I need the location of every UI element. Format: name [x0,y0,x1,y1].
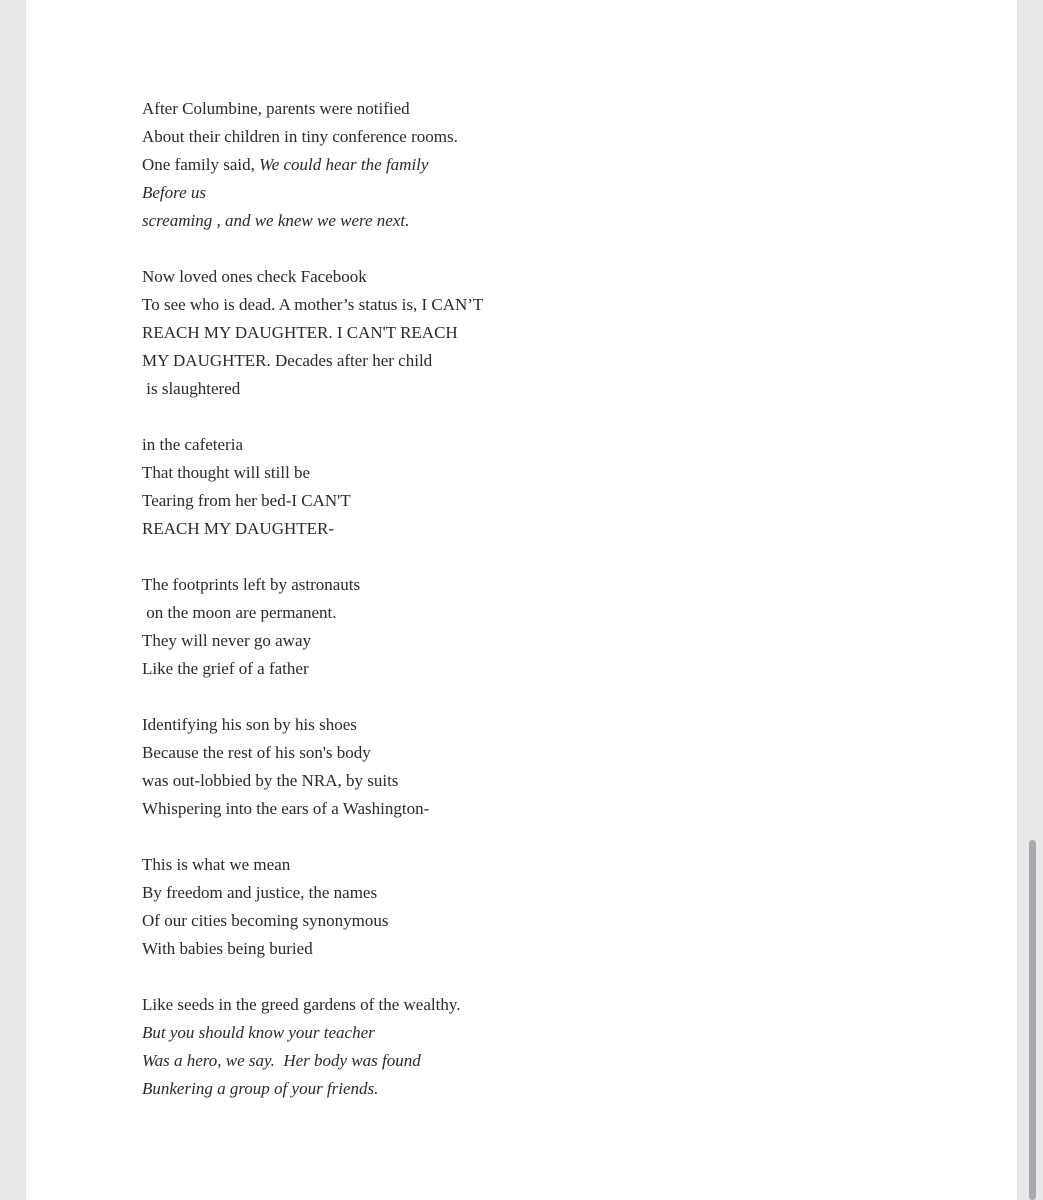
poem-line [142,487,842,515]
poem-line [142,151,842,179]
poem-line [142,263,842,291]
poem-line [142,767,842,795]
poem-line-text: One family said, [142,155,260,174]
poem-line-text: Like the grief of a father [142,659,309,678]
poem-line-italic-text: Before us [142,183,207,202]
poem-line-text: Whispering into the ears of a Washington- [142,799,430,818]
poem-line [142,907,842,935]
poem-line [142,1047,842,1075]
poem-line [142,935,842,963]
poem-line-text: in the cafeteria [142,435,243,454]
poem-line-text: Because the rest of his son's body [142,743,371,762]
stanza-break [142,683,842,711]
poem-line [142,95,842,123]
poem-line [142,515,842,543]
poem-line [142,347,842,375]
poem-line [142,571,842,599]
vertical-scrollbar[interactable] [1027,0,1037,1200]
poem-line [142,851,842,879]
poem-line-italic-text: We could hear the family [259,155,429,174]
poem-line-italic-text: Bunkering a group of your friends. [142,1079,379,1098]
poem-line-text: That thought will still be [142,463,311,482]
poem-line-text: To see who is dead. A mother’s status is, I CAN’T [142,295,484,314]
poem-line [142,711,842,739]
poem-line-text: With babies being buried [142,939,313,958]
poem-line-text: By freedom and justice, the names [142,883,378,902]
poem-line [142,179,842,207]
poem-line [142,207,842,235]
scrollbar-thumb[interactable] [1029,840,1036,1200]
stanza-break [142,823,842,851]
poem-line [142,795,842,823]
poem-line [142,627,842,655]
poem-line [142,319,842,347]
poem-line-text: After Columbine, parents were notified [142,99,410,118]
poem-line-italic-text: Was a hero, we say. Her body was found [142,1051,421,1070]
poem-line-text: MY DAUGHTER. Decades after her child [142,351,433,370]
poem-line-text: REACH MY DAUGHTER. I CAN'T REACH [142,323,458,342]
poem-line-text: Of our cities becoming synonymous [142,911,389,930]
poem-line-text: About their children in tiny conference rooms. [142,127,458,146]
poem-line [142,291,842,319]
poem-line [142,991,842,1019]
poem-line [142,1019,842,1047]
stanza-break [142,235,842,263]
poem-line-text: The footprints left by astronauts [142,575,361,594]
poem-line [142,1075,842,1103]
poem-line [142,123,842,151]
poem-line-text: on the moon are permanent. [142,603,337,622]
document-page [26,0,1017,1200]
poem-line-text: REACH MY DAUGHTER- [142,519,335,538]
poem-line-text: Now loved ones check Facebook [142,267,367,286]
poem-line-text: They will never go away [142,631,311,650]
poem-line [142,431,842,459]
poem-line-text: is slaughtered [142,379,241,398]
stanza-break [142,403,842,431]
poem-line [142,879,842,907]
stanza-break [142,543,842,571]
stanza-break [142,963,842,991]
poem-body [142,95,842,1103]
poem-line-italic-text: screaming , and we knew we were next. [142,211,410,230]
poem-line-text: This is what we mean [142,855,291,874]
poem-line [142,599,842,627]
poem-line-italic-text: But you should know your teacher [142,1023,375,1042]
poem-line [142,375,842,403]
poem-line-text: Identifying his son by his shoes [142,715,357,734]
poem-line [142,655,842,683]
poem-line [142,739,842,767]
poem-line-text: Tearing from her bed-I CAN'T [142,491,351,510]
poem-line [142,459,842,487]
poem-line-text: was out-lobbied by the NRA, by suits [142,771,399,790]
poem-line-text: Like seeds in the greed gardens of the wealthy. [142,995,461,1014]
